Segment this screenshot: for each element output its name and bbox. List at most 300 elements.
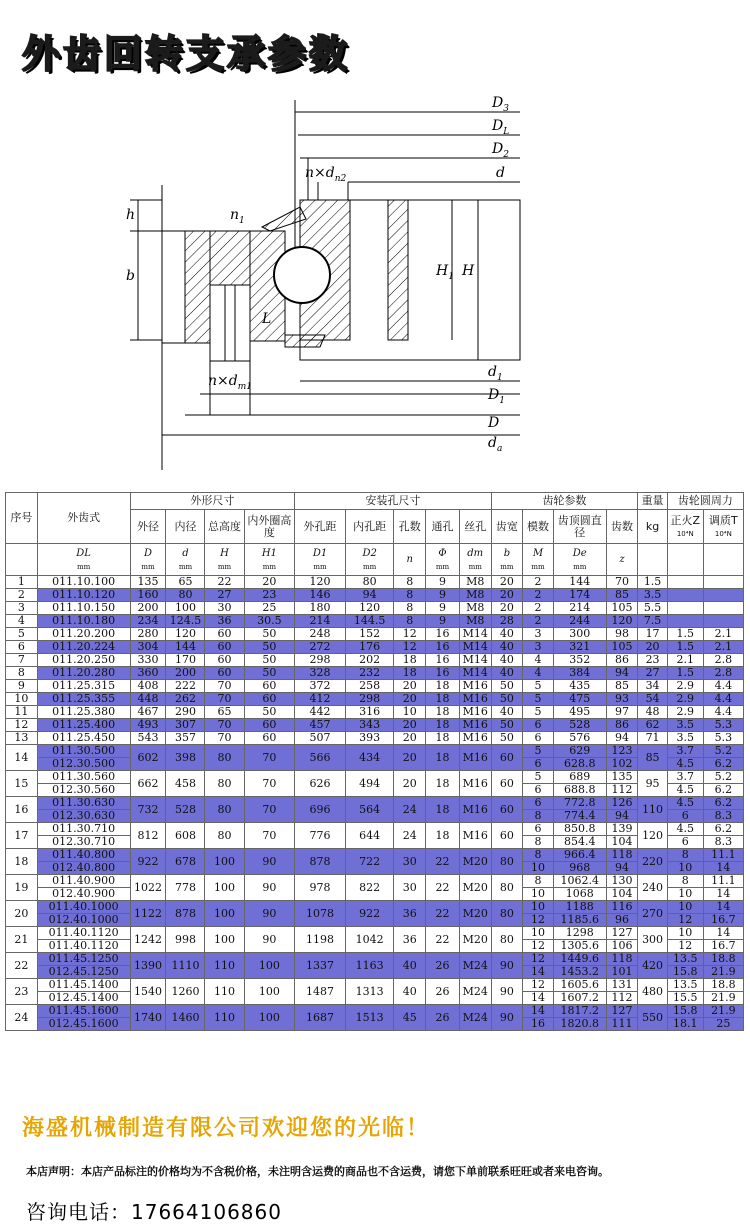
- cell-teeth: 85: [606, 589, 638, 602]
- cell-teeth: 127: [606, 1005, 638, 1018]
- cell-force-z: 10: [667, 888, 703, 901]
- cell-d: 290: [166, 706, 205, 719]
- cell-d1: 1487: [295, 979, 346, 1005]
- cell-d: 1260: [166, 979, 205, 1005]
- label-D1-main: D: [488, 387, 500, 403]
- header-hole-count: 孔数: [394, 510, 426, 544]
- cell-d: 100: [166, 602, 205, 615]
- table-row: [6, 732, 744, 745]
- cell-d1: 120: [295, 576, 346, 589]
- table-row: [6, 1005, 744, 1018]
- cell-d2: 1042: [345, 927, 394, 953]
- cell-d: 80: [166, 589, 205, 602]
- phone-label: 咨询电话：: [26, 1200, 131, 1224]
- table-row: [6, 615, 744, 628]
- cell-model: 012.45.1600: [37, 1018, 130, 1031]
- symbol-cell-blank: [667, 544, 703, 576]
- cell-teeth: 112: [606, 992, 638, 1005]
- cell-force-t: 8.3: [703, 810, 743, 823]
- header-tip-dia: 齿顶圆直径: [553, 510, 606, 544]
- cell-force-z: 8: [667, 875, 703, 888]
- cell-teeth: 104: [606, 836, 638, 849]
- cell-d: 812: [130, 823, 166, 849]
- symbol-row: [6, 544, 744, 576]
- cell-d: 398: [166, 745, 205, 771]
- symbol-text: D1: [312, 548, 328, 559]
- cell-n: 45: [394, 1005, 426, 1031]
- cell-h: 80: [205, 823, 244, 849]
- cell-teeth: 96: [606, 914, 638, 927]
- cell-dm: M20: [459, 849, 491, 875]
- cell-kg: 120: [638, 823, 668, 849]
- cell-tip-dia: 1607.2: [553, 992, 606, 1005]
- cell-phi: 18: [426, 732, 460, 745]
- cell-force-t: 5.2: [703, 745, 743, 758]
- cell-d1: 776: [295, 823, 346, 849]
- cell-module: 6: [523, 823, 554, 836]
- cell-d: 448: [130, 693, 166, 706]
- symbol-cell: [295, 544, 346, 576]
- label-DL-sub: L: [503, 127, 510, 137]
- cell-phi: 22: [426, 849, 460, 875]
- cell-tip-dia: 966.4: [553, 849, 606, 862]
- cell-force-z: 3.5: [667, 719, 703, 732]
- cell-force-z: 10: [667, 927, 703, 940]
- cell-h: 110: [205, 953, 244, 979]
- cell-n: 8: [394, 602, 426, 615]
- cell-h: 22: [205, 576, 244, 589]
- cell-force-t: 25: [703, 1018, 743, 1031]
- cell-b: 28: [491, 615, 523, 628]
- cell-n: 20: [394, 732, 426, 745]
- cell-module: 12: [523, 914, 554, 927]
- cell-d: 222: [166, 680, 205, 693]
- cell-d: 602: [130, 745, 166, 771]
- cell-d2: 80: [345, 576, 394, 589]
- cell-phi: 18: [426, 797, 460, 823]
- cell-tip-dia: 854.4: [553, 836, 606, 849]
- cell-force-z: 4.5: [667, 823, 703, 836]
- cell-h: 60: [205, 654, 244, 667]
- cell-seq: 12: [6, 719, 38, 732]
- cell-d2: 144.5: [345, 615, 394, 628]
- cell-module: 6: [523, 797, 554, 810]
- symbol-cell: [37, 544, 130, 576]
- cell-h1: 90: [244, 901, 295, 927]
- cell-force-t: 6.2: [703, 758, 743, 771]
- cell-n: 12: [394, 628, 426, 641]
- cell-force-t: 21.9: [703, 992, 743, 1005]
- contact-phone: [26, 1196, 282, 1225]
- cell-model: 011.30.630: [37, 797, 130, 810]
- symbol-cell-blank: [703, 544, 743, 576]
- cell-seq: 19: [6, 875, 38, 901]
- cell-kg: 110: [638, 797, 668, 823]
- cell-kg: 62: [638, 719, 668, 732]
- cell-force-z: 4.5: [667, 758, 703, 771]
- cell-h1: 70: [244, 797, 295, 823]
- label-H1-main: H: [436, 263, 449, 279]
- cell-n: 8: [394, 615, 426, 628]
- cell-tip-dia: 1605.6: [553, 979, 606, 992]
- cell-seq: 7: [6, 654, 38, 667]
- cell-d: 160: [130, 589, 166, 602]
- header-outer-dia: 外径: [130, 510, 166, 544]
- table-row: [6, 745, 744, 758]
- label-n1-main: n: [230, 207, 240, 223]
- label-da-main: d: [488, 435, 497, 451]
- header-thread-hole: 丝孔: [459, 510, 491, 544]
- cell-force-z: 2.9: [667, 706, 703, 719]
- cell-d: 65: [166, 576, 205, 589]
- cell-phi: 16: [426, 654, 460, 667]
- cell-d: 144: [166, 641, 205, 654]
- cell-phi: 18: [426, 745, 460, 771]
- label-D1: [487, 387, 505, 406]
- cell-model: 011.10.150: [37, 602, 130, 615]
- cell-model: 011.45.1250: [37, 953, 130, 966]
- cell-h1: 100: [244, 953, 295, 979]
- cell-phi: 18: [426, 680, 460, 693]
- label-DL-main: D: [492, 118, 504, 134]
- cell-kg: 300: [638, 927, 668, 953]
- header-module: 模数: [523, 510, 554, 544]
- cell-model: 011.20.200: [37, 628, 130, 641]
- cell-kg: 220: [638, 849, 668, 875]
- cell-tip-dia: 435: [553, 680, 606, 693]
- cell-force-t: 8.3: [703, 836, 743, 849]
- cell-module: 2: [523, 576, 554, 589]
- cell-phi: 16: [426, 628, 460, 641]
- cell-force-z: 10: [667, 862, 703, 875]
- cell-model: 012.30.630: [37, 810, 130, 823]
- cell-force-z: 2.9: [667, 693, 703, 706]
- cell-kg: 480: [638, 979, 668, 1005]
- spec-table: [5, 492, 744, 1031]
- cell-b: 50: [491, 693, 523, 706]
- cell-phi: 16: [426, 641, 460, 654]
- symbol-cell: [345, 544, 394, 576]
- cell-force-z: 1.5: [667, 641, 703, 654]
- cell-force-t: 2.8: [703, 667, 743, 680]
- cell-force-z: 15.5: [667, 992, 703, 1005]
- cell-dm: M16: [459, 823, 491, 849]
- cell-module: 14: [523, 992, 554, 1005]
- cell-d2: 1513: [345, 1005, 394, 1031]
- unit-text: mm: [435, 563, 450, 571]
- cell-teeth: 101: [606, 966, 638, 979]
- cell-tip-dia: 689: [553, 771, 606, 784]
- cell-d: 408: [130, 680, 166, 693]
- cell-teeth: 130: [606, 875, 638, 888]
- cell-kg: 420: [638, 953, 668, 979]
- cell-h1: 60: [244, 680, 295, 693]
- cell-n: 24: [394, 823, 426, 849]
- header-gear: 齿轮参数: [491, 493, 638, 510]
- table-row: [6, 771, 744, 784]
- cell-tip-dia: 968: [553, 862, 606, 875]
- cell-n: 36: [394, 927, 426, 953]
- cell-d: 120: [166, 628, 205, 641]
- cell-n: 8: [394, 589, 426, 602]
- cell-d1: 978: [295, 875, 346, 901]
- cell-force-t: 5.3: [703, 719, 743, 732]
- cell-force-z: 13.5: [667, 953, 703, 966]
- cell-kg: 34: [638, 680, 668, 693]
- cell-h1: 60: [244, 732, 295, 745]
- cell-force-z: 3.7: [667, 745, 703, 758]
- cell-d: 170: [166, 654, 205, 667]
- cell-force-t: 5.2: [703, 771, 743, 784]
- cell-kg: 85: [638, 745, 668, 771]
- cell-teeth: 86: [606, 719, 638, 732]
- header-quench-temper: [703, 510, 743, 544]
- label-DL: [491, 118, 509, 137]
- label-D: D: [488, 415, 500, 431]
- cell-h: 70: [205, 680, 244, 693]
- cell-h: 60: [205, 628, 244, 641]
- cell-tip-dia: 1298: [553, 927, 606, 940]
- page-title: 外齿回转支承参数: [22, 32, 351, 76]
- cell-h: 27: [205, 589, 244, 602]
- cell-force-z: 8: [667, 849, 703, 862]
- cell-h1: 50: [244, 654, 295, 667]
- cell-n: 36: [394, 901, 426, 927]
- cell-phi: 22: [426, 927, 460, 953]
- cell-model: 011.30.560: [37, 771, 130, 784]
- cell-dm: M16: [459, 732, 491, 745]
- cell-module: 2: [523, 589, 554, 602]
- cell-d: 200: [166, 667, 205, 680]
- cell-kg: 27: [638, 667, 668, 680]
- cell-d: 1540: [130, 979, 166, 1005]
- cell-seq: 17: [6, 823, 38, 849]
- symbol-cell: [130, 544, 166, 576]
- cell-kg: 95: [638, 771, 668, 797]
- cell-tip-dia: 1820.8: [553, 1018, 606, 1031]
- cell-dm: M8: [459, 615, 491, 628]
- cell-teeth: 123: [606, 745, 638, 758]
- table-row: [6, 875, 744, 888]
- cell-kg: 71: [638, 732, 668, 745]
- cell-seq: 11: [6, 706, 38, 719]
- cell-dm: M14: [459, 641, 491, 654]
- cell-tip-dia: 1449.6: [553, 953, 606, 966]
- cell-model: 011.10.180: [37, 615, 130, 628]
- unit-text: mm: [217, 563, 232, 571]
- cell-d1: 214: [295, 615, 346, 628]
- cell-model: 011.25.400: [37, 719, 130, 732]
- cell-d: 543: [130, 732, 166, 745]
- cell-d: 1242: [130, 927, 166, 953]
- symbol-cell: [491, 544, 523, 576]
- symbol-text: Φ: [438, 548, 447, 559]
- cell-b: 50: [491, 732, 523, 745]
- cell-dm: M16: [459, 719, 491, 732]
- label-da: [488, 435, 502, 454]
- cell-teeth: 94: [606, 862, 638, 875]
- header-ring-height: 内外圈高度: [244, 510, 295, 544]
- cell-b: 40: [491, 641, 523, 654]
- cell-b: 20: [491, 576, 523, 589]
- cell-d1: 272: [295, 641, 346, 654]
- cell-seq: 18: [6, 849, 38, 875]
- cell-force-t: 16.7: [703, 940, 743, 953]
- cell-h: 60: [205, 641, 244, 654]
- symbol-cell-blank: [638, 544, 668, 576]
- label-D1-sub: 1: [499, 396, 505, 406]
- cell-module: 2: [523, 615, 554, 628]
- cell-h1: 60: [244, 693, 295, 706]
- cell-model: 011.10.100: [37, 576, 130, 589]
- cell-force-t: [703, 615, 743, 628]
- cell-model: 012.40.1000: [37, 914, 130, 927]
- cell-d2: 232: [345, 667, 394, 680]
- cell-tip-dia: 772.8: [553, 797, 606, 810]
- symbol-text: M: [532, 548, 544, 559]
- cell-h1: 100: [244, 979, 295, 1005]
- cell-n: 20: [394, 719, 426, 732]
- cell-b: 40: [491, 667, 523, 680]
- cell-tip-dia: 850.8: [553, 823, 606, 836]
- cell-teeth: 139: [606, 823, 638, 836]
- cell-force-z: [667, 589, 703, 602]
- cell-phi: 18: [426, 706, 460, 719]
- table-row: [6, 680, 744, 693]
- cell-tip-dia: 576: [553, 732, 606, 745]
- cell-teeth: 116: [606, 901, 638, 914]
- cell-d: 458: [166, 771, 205, 797]
- cell-force-z: 6: [667, 836, 703, 849]
- cell-d: 1110: [166, 953, 205, 979]
- table-row: [6, 823, 744, 836]
- cell-dm: M8: [459, 602, 491, 615]
- cell-model: 011.20.224: [37, 641, 130, 654]
- cell-force-z: 4.5: [667, 784, 703, 797]
- cell-tip-dia: 1453.2: [553, 966, 606, 979]
- label-d: d: [496, 165, 505, 181]
- label-D2-sub: 2: [503, 150, 509, 160]
- cell-seq: 8: [6, 667, 38, 680]
- cell-d: 1390: [130, 953, 166, 979]
- header-outer-hole: 外孔距: [295, 510, 346, 544]
- label-H: H: [462, 263, 475, 279]
- header-teeth: 齿数: [606, 510, 638, 544]
- table-row: [6, 654, 744, 667]
- cell-teeth: 86: [606, 654, 638, 667]
- label-n1-sub: 1: [239, 216, 245, 226]
- cell-phi: 18: [426, 771, 460, 797]
- cell-force-z: 1.5: [667, 667, 703, 680]
- cell-force-t: [703, 602, 743, 615]
- label-n-dn2-main: n×d: [305, 165, 335, 181]
- cell-n: 10: [394, 706, 426, 719]
- cell-phi: 9: [426, 576, 460, 589]
- header-normal-fire-label: 正火Z: [670, 513, 701, 527]
- cell-d2: 722: [345, 849, 394, 875]
- cell-d: 1740: [130, 1005, 166, 1031]
- cell-b: 40: [491, 654, 523, 667]
- cell-force-z: 2.9: [667, 680, 703, 693]
- cell-tip-dia: 688.8: [553, 784, 606, 797]
- cell-d: 135: [130, 576, 166, 589]
- cell-module: 5: [523, 771, 554, 784]
- cell-teeth: 105: [606, 602, 638, 615]
- cell-phi: 26: [426, 979, 460, 1005]
- cell-model: 011.25.380: [37, 706, 130, 719]
- label-n-dm1-sub: m1: [237, 382, 252, 392]
- unit-text: mm: [262, 563, 276, 571]
- header-inner-hole: 内孔距: [345, 510, 394, 544]
- symbol-text: d: [182, 548, 189, 559]
- cell-phi: 18: [426, 719, 460, 732]
- cell-kg: 270: [638, 901, 668, 927]
- cell-d: 528: [166, 797, 205, 823]
- store-statement: 本店声明：本店产品标注的价格均为不含税价格，未注明含运费的商品也不含运费，请您下单前联系旺旺或者来电咨询。: [26, 1165, 609, 1178]
- cell-kg: 23: [638, 654, 668, 667]
- cell-d1: 1198: [295, 927, 346, 953]
- cell-force-t: 18.8: [703, 953, 743, 966]
- cell-module: 8: [523, 849, 554, 862]
- unit-text: mm: [141, 563, 155, 571]
- cell-seq: 1: [6, 576, 38, 589]
- cell-tip-dia: 300: [553, 628, 606, 641]
- cell-b: 60: [491, 771, 523, 797]
- cell-d2: 298: [345, 693, 394, 706]
- cell-teeth: 105: [606, 641, 638, 654]
- cell-force-z: [667, 615, 703, 628]
- cell-model: 011.45.1400: [37, 979, 130, 992]
- cell-seq: 9: [6, 680, 38, 693]
- header-normal-fire: [667, 510, 703, 544]
- cell-dm: M20: [459, 875, 491, 901]
- cell-model: 011.10.120: [37, 589, 130, 602]
- cell-d: 234: [130, 615, 166, 628]
- cell-dm: M20: [459, 927, 491, 953]
- unit-text: mm: [573, 563, 587, 571]
- cell-seq: 16: [6, 797, 38, 823]
- label-H1-sub: 1: [448, 272, 454, 282]
- header-model: 外齿式: [37, 493, 130, 544]
- cell-teeth: 120: [606, 615, 638, 628]
- symbol-cell: [166, 544, 205, 576]
- cell-d2: 176: [345, 641, 394, 654]
- cell-d: 732: [130, 797, 166, 823]
- cell-force-t: 14: [703, 901, 743, 914]
- table-row: [6, 719, 744, 732]
- cell-h: 80: [205, 771, 244, 797]
- cell-model: 012.40.900: [37, 888, 130, 901]
- cell-kg: 48: [638, 706, 668, 719]
- cell-dm: M14: [459, 628, 491, 641]
- cell-d1: 507: [295, 732, 346, 745]
- symbol-cell: [426, 544, 460, 576]
- cell-module: 5: [523, 693, 554, 706]
- cell-d: 200: [130, 602, 166, 615]
- table-row: [6, 693, 744, 706]
- cell-force-z: 12: [667, 914, 703, 927]
- cell-teeth: 97: [606, 706, 638, 719]
- cell-model: 012.45.1250: [37, 966, 130, 979]
- cell-h: 100: [205, 901, 244, 927]
- cell-d2: 94: [345, 589, 394, 602]
- cell-tip-dia: 144: [553, 576, 606, 589]
- header-quench-temper-unit: 10⁴N: [714, 529, 732, 538]
- cell-b: 50: [491, 680, 523, 693]
- cell-n: 40: [394, 953, 426, 979]
- cell-n: 20: [394, 771, 426, 797]
- cell-dm: M20: [459, 901, 491, 927]
